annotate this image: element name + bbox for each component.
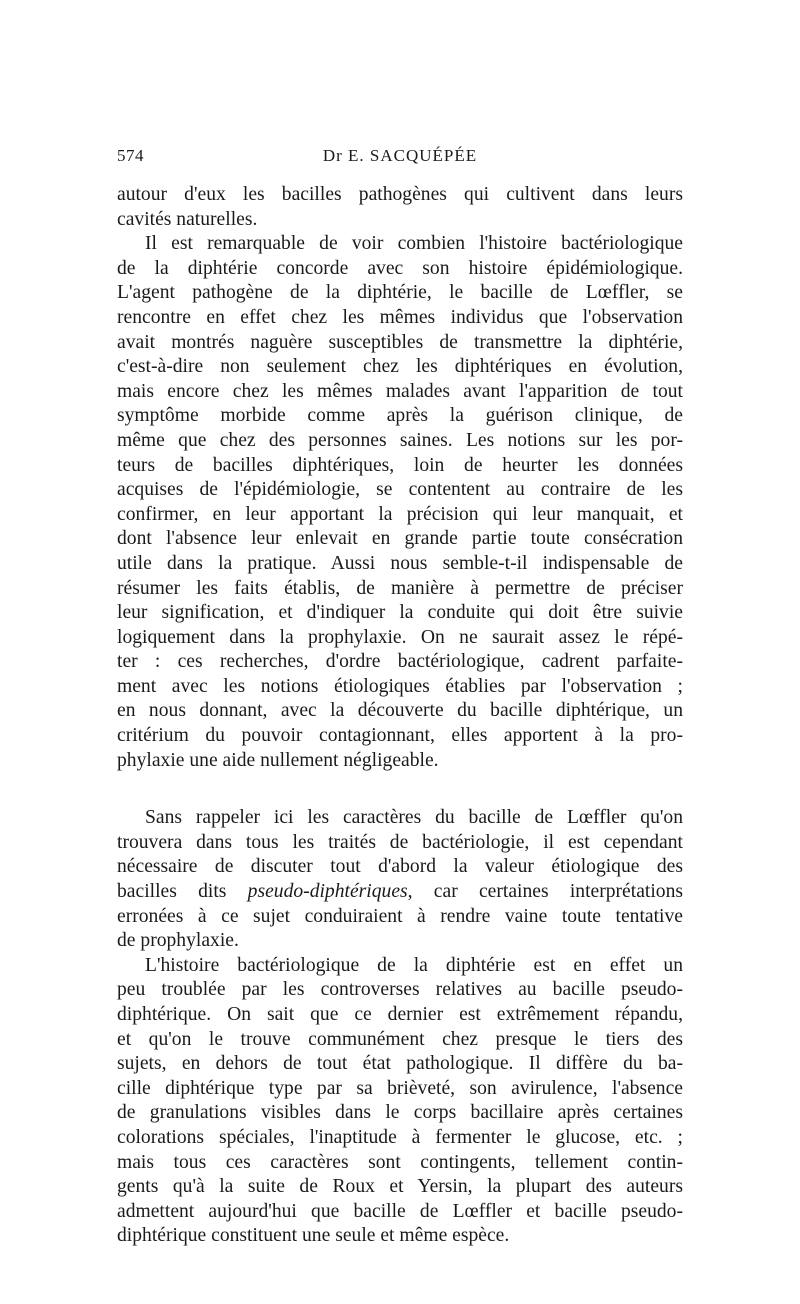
text-line-with-italic xyxy=(117,880,683,905)
paragraph-3 xyxy=(117,806,683,954)
text-line: diphtérique. On sait que ce dernier est extrêmement répandu, xyxy=(117,1004,683,1025)
paragraph-1 xyxy=(117,183,683,232)
text-line: confirmer, en leur apportant la précision qui leur manquait, et xyxy=(117,503,683,525)
body-text xyxy=(117,183,683,1249)
text-line: acquises de l'épidémiologie, se contentent au contraire de les xyxy=(117,479,683,501)
text-line: et qu'on le trouve communément chez presque le tiers des xyxy=(117,1028,683,1050)
text-line: rencontre en effet chez les mêmes individus que l'observation xyxy=(117,306,683,328)
text-line: utile dans la pratique. Aussi nous semble-t-il indispensable de xyxy=(117,552,683,574)
text-line: mais tous ces caractères sont contingents, tellement contin- xyxy=(117,1151,683,1173)
text-line: L'agent pathogène de la diphtérie, le bacille de Lœffler, se xyxy=(117,282,683,304)
text-line: admettent aujourd'hui que bacille de Lœffler et bacille pseudo- xyxy=(117,1200,683,1222)
text-line: autour d'eux les bacilles pathogènes qui cultivent dans leurs xyxy=(117,184,683,205)
text-line: mais encore chez les mêmes malades avant l'apparition de tout xyxy=(117,380,683,402)
text-line: en nous donnant, avec la découverte du bacille diphtérique, un xyxy=(117,700,683,722)
paragraph-2 xyxy=(117,232,683,773)
text-line: résumer les faits établis, de manière à permettre de préciser xyxy=(117,577,683,599)
text-line: symptôme morbide comme après la guérison clinique, de xyxy=(117,405,683,427)
text-line: trouvera dans tous les traités de bactériologie, il est cependant xyxy=(117,831,683,853)
text-line: de granulations visibles dans le corps bacillaire après certaines xyxy=(117,1102,683,1124)
text-line: nécessaire de discuter tout d'abord la valeur étiologique des xyxy=(117,856,683,878)
text-line: sujets, en dehors de tout état pathologique. Il diffère du ba- xyxy=(117,1053,683,1075)
page-header xyxy=(117,146,683,170)
text-line: peu troublée par les controverses relatives au bacille pseudo- xyxy=(117,979,683,1001)
text-line: colorations spéciales, l'inaptitude à fermenter le glucose, etc. ; xyxy=(117,1126,683,1148)
text-fragment: bacilles dits xyxy=(117,881,248,903)
text-line: cille diphtérique type par sa brièveté, son avirulence, l'absence xyxy=(117,1077,683,1099)
text-line: même que chez des personnes saines. Les notions sur les por- xyxy=(117,429,683,451)
text-line: diphtérique constituent une seule et même espèce. xyxy=(117,1225,510,1247)
text-line: erronées à ce sujet conduiraient à rendre vaine toute tentative xyxy=(117,905,683,927)
text-line: gents qu'à la suite de Roux et Yersin, la plupart des auteurs xyxy=(117,1176,683,1198)
text-line: cavités naturelles. xyxy=(117,208,258,230)
text-line: c'est-à-dire non seulement chez les diphtériques en évolution, xyxy=(117,356,683,378)
section-gap xyxy=(117,773,683,806)
text-line: phylaxie une aide nullement négligeable. xyxy=(117,749,439,771)
text-line: ment avec les notions étiologiques établies par l'observation ; xyxy=(117,675,683,697)
text-fragment: , car certaines interprétations xyxy=(407,881,683,903)
italic-term: pseudo-diphtériques xyxy=(247,881,408,903)
text-line: de la diphtérie concorde avec son histoire épidémiologique. xyxy=(117,257,683,279)
text-line: Sans rappeler ici les caractères du bacille de Lœffler qu'on xyxy=(145,807,683,829)
text-line: ter : ces recherches, d'ordre bactériologique, cadrent parfaite- xyxy=(117,651,683,673)
text-line: de prophylaxie. xyxy=(117,930,239,952)
text-line: avait montrés naguère susceptibles de transmettre la diphtérie, xyxy=(117,331,683,353)
paragraph-4 xyxy=(117,954,683,1249)
text-line: teurs de bacilles diphtériques, loin de heurter les données xyxy=(117,454,683,476)
text-line: leur signification, et d'indiquer la conduite qui doit être suivie xyxy=(117,602,683,624)
page-number: 574 xyxy=(117,146,144,165)
text-line: critérium du pouvoir contagionnant, elles apportent à la pro- xyxy=(117,725,683,747)
text-line: dont l'absence leur enlevait en grande partie toute consécration xyxy=(117,528,683,550)
running-head: Dr E. SACQUÉPÉE xyxy=(322,146,478,165)
text-line: logiquement dans la prophylaxie. On ne saurait assez le répé- xyxy=(117,626,683,648)
text-line: Il est remarquable de voir combien l'histoire bactériologique xyxy=(145,233,683,255)
text-line: L'histoire bactériologique de la diphtérie est en effet un xyxy=(145,954,683,976)
